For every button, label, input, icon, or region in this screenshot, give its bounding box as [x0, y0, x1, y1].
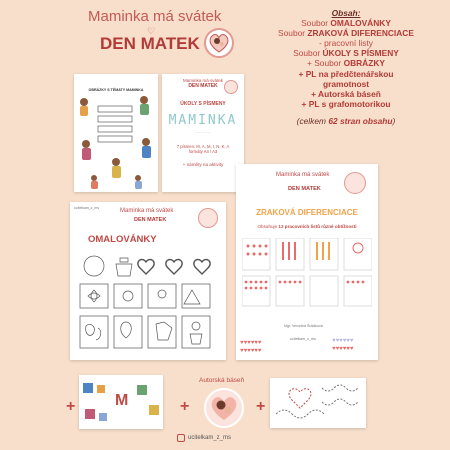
contents-line-bold: + PL s grafomotorikou: [301, 98, 391, 109]
total-suffix: ): [392, 115, 396, 126]
desc-bold: 12 pracovních listů různé obtížnosti: [278, 224, 357, 229]
card-zr-heading: ZRAKOVÁ DIFERENCIACE: [256, 208, 358, 217]
svg-text:♥♥♥♥♥♥: ♥♥♥♥♥♥: [240, 340, 262, 346]
card-ukoly-title1: Maminka má svátek: [182, 78, 223, 83]
logo-icon: [198, 208, 218, 228]
contents-line-bold: OBRÁZKY: [343, 58, 385, 69]
logo-icon: [344, 172, 366, 194]
contents-line: [246, 48, 446, 58]
hearts-thumbnail: [240, 336, 280, 356]
plus-icon: +: [180, 398, 190, 415]
card-om-title2: DEN MATEK: [134, 217, 167, 223]
contents-line: [246, 69, 446, 79]
title-line1: Maminka má svátek: [88, 8, 222, 25]
card-predctenarska: [79, 375, 163, 429]
contents-line-bold: OMALOVÁNKY: [330, 18, 391, 29]
logo-icon: [224, 80, 238, 94]
svg-text:♥♥♥♥♥♥: ♥♥♥♥♥♥: [240, 348, 262, 354]
card-obrazky-heading: OBRÁZKY S TÉMATY MAMINKA: [88, 88, 144, 92]
contents-line-text: - pracovní listy: [319, 38, 373, 49]
plus-icon: +: [66, 398, 76, 415]
contents-total: [246, 116, 446, 126]
letters-thumbnail: [79, 375, 163, 429]
card-omalovanky: [70, 202, 226, 360]
coloring-thumbnails: [76, 254, 220, 356]
card-obrazky: [74, 74, 158, 192]
contents-line: [246, 79, 446, 89]
svg-text:M: M: [115, 392, 129, 409]
title-line2: DEN MATEK: [100, 34, 200, 53]
contents-line-bold: ZRAKOVÁ DIFERENCIACE: [307, 28, 414, 39]
contents-line: [246, 18, 446, 28]
worksheet-thumbnails: [242, 238, 372, 322]
card-zr-author: Mgr. Veronika Šušáková: [284, 324, 323, 328]
graphomotor-thumbnail: [270, 378, 366, 428]
heart-icon: ♡: [147, 26, 156, 36]
card-om-heading: OMALOVÁNKY: [88, 234, 157, 245]
instagram-icon: [177, 434, 185, 442]
card-grafomotorika: [270, 378, 366, 428]
total-prefix: (celkem: [296, 115, 329, 126]
card-ukoly-format: formáty A4 / A3: [188, 149, 218, 154]
contents-line-bold: + Autorská báseň: [311, 88, 381, 99]
contents-line-bold: + PL na předčtenářskou: [298, 68, 394, 79]
card-om-brand: ucitelkam_z_ms: [74, 206, 100, 210]
contents-line-text: Soubor: [301, 18, 331, 29]
card-zrakova-diferenciace: [236, 164, 378, 360]
card-zr-brand: ucitelkam_z_ms: [290, 337, 316, 341]
card-ukoly-tracing: - - - - - - - -: [194, 130, 212, 134]
contents-list: [246, 8, 446, 126]
contents-line: [246, 58, 446, 68]
contents-line-text: Soubor: [293, 48, 323, 59]
contents-line-text: Soubor: [278, 28, 308, 39]
poem-logo: [204, 388, 244, 428]
card-zr-title1: Maminka má svátek: [276, 172, 330, 178]
card-om-title1: Maminka má svátek: [120, 208, 174, 214]
card-ukoly-subtitle: ÚKOLY S PÍSMENY: [180, 101, 226, 107]
contents-line: [246, 99, 446, 109]
card-ukoly-letters: 7 písmen: M, A, M, I, N, K, A: [176, 144, 230, 149]
contents-line-bold: gramotnost: [322, 78, 370, 89]
desc-prefix: Obsahuje: [257, 224, 279, 229]
contents-line: [246, 89, 446, 99]
autor-label: Autorská báseň: [199, 377, 245, 384]
contents-heading: Obsah:: [331, 8, 361, 18]
svg-text:♥♥♥♥♥♥: ♥♥♥♥♥♥: [332, 346, 354, 352]
family-pictures: [74, 92, 158, 192]
contents-line: [246, 38, 446, 48]
card-zr-desc: [236, 224, 378, 229]
instagram-handle: ucitelkam_z_ms: [188, 435, 232, 441]
svg-text:♥♥♥♥♥♥: ♥♥♥♥♥♥: [332, 338, 354, 344]
contents-line-bold: ÚKOLY S PÍSMENY: [322, 48, 399, 59]
total-bold: 62 stran obsahu: [328, 115, 393, 126]
contents-line-text: + Soubor: [307, 58, 344, 69]
plus-icon: +: [256, 398, 266, 415]
card-ukoly-s-pismeny: [162, 74, 244, 192]
card-ukoly-extra: + náměty na aktivity: [182, 162, 224, 167]
card-zr-title2: DEN MATEK: [288, 186, 321, 192]
hearts-thumbnail-2: [332, 334, 372, 354]
contents-line: [246, 28, 446, 38]
card-ukoly-big-word: MAMINKA: [168, 113, 238, 128]
card-ukoly-title2: DEN MATEK: [188, 83, 218, 89]
mother-child-logo: [204, 28, 234, 58]
